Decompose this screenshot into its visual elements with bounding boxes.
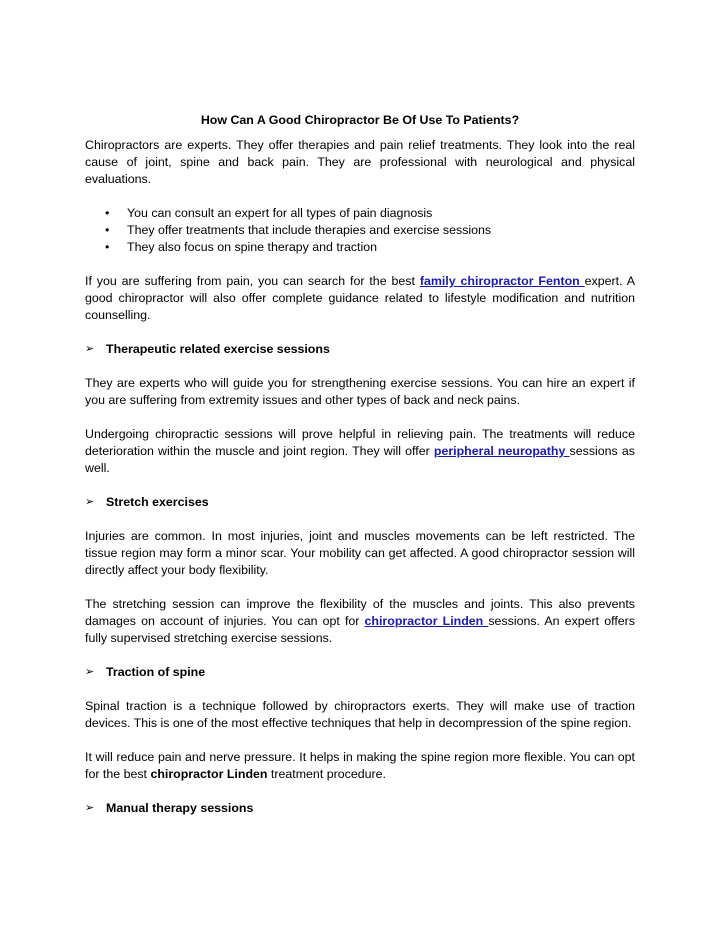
family-chiropractor-fenton-link[interactable]: family chiropractor Fenton bbox=[419, 274, 585, 288]
list-item bbox=[85, 222, 635, 239]
list-item-text: They offer treatments that include therapies and exercise sessions bbox=[127, 223, 492, 237]
section-heading-therapeutic: ➢ Therapeutic related exercise sessions bbox=[85, 342, 330, 356]
arrow-bullet-icon: ➢ bbox=[85, 343, 95, 355]
chiropractor-linden-bold: chiropractor Linden bbox=[150, 767, 268, 781]
stretch-paragraph-2: The stretching session can improve the flexibility of the muscles and joints. This also prevents damages on account of injuries. You can opt for chiropractor Linden sessions. An expert offers fully supervised stretching exercise sessions. bbox=[85, 597, 635, 645]
section-heading-traction: ➢ Traction of spine bbox=[85, 665, 206, 679]
section-heading-stretch: ➢ Stretch exercises bbox=[85, 495, 209, 509]
search-paragraph: If you are suffering from pain, you can search for the best family chiropractor Fenton expert. A good chiropractor will also offer complete guidance related to lifestyle modification and nutrition counselling. bbox=[85, 274, 636, 322]
list-item-text: They also focus on spine therapy and traction bbox=[127, 240, 378, 254]
bullet-icon: • bbox=[105, 206, 110, 220]
arrow-bullet-icon: ➢ bbox=[85, 802, 95, 814]
list-item bbox=[85, 239, 635, 256]
therapeutic-paragraph-1: They are experts who will guide you for strengthening exercise sessions. You can hire an expert if you are suffering from extremity issues and other types of back and neck pains. bbox=[85, 376, 635, 407]
arrow-bullet-icon: ➢ bbox=[85, 496, 95, 508]
peripheral-neuropathy-link[interactable]: peripheral neuropathy bbox=[433, 444, 570, 458]
bullet-icon: • bbox=[105, 223, 110, 237]
bullet-list bbox=[85, 205, 635, 256]
chiropractor-linden-link[interactable]: chiropractor Linden bbox=[364, 614, 489, 628]
intro-paragraph: Chiropractors are experts. They offer therapies and pain relief treatments. They look into the real cause of joint, spine and back pain. They are professional with neurological and physical evaluations. bbox=[85, 138, 635, 186]
traction-paragraph-2: It will reduce pain and nerve pressure. It helps in making the spine region more flexible. You can opt for the best chiropractor Linden treatment procedure. bbox=[85, 750, 635, 781]
therapeutic-paragraph-2: Undergoing chiropractic sessions will prove helpful in relieving pain. The treatments will reduce deterioration within the muscle and joint region. They will offer peripheral neuropathy sessions as well. bbox=[85, 427, 635, 475]
stretch-paragraph-1: Injuries are common. In most injuries, joint and muscles movements can be left restricted. The tissue region may form a minor scar. Your mobility can get affected. A good chiropractor session will directly affect your body flexibility. bbox=[85, 529, 635, 577]
section-heading-manual-therapy: ➢ Manual therapy sessions bbox=[85, 801, 254, 815]
bullet-icon: • bbox=[105, 240, 110, 254]
list-item bbox=[85, 205, 635, 222]
traction-paragraph-1: Spinal traction is a technique followed by chiropractors exerts. They will make use of traction devices. This is one of the most effective techniques that help in decompression of the spine region. bbox=[85, 699, 635, 730]
document-page bbox=[85, 112, 635, 817]
arrow-bullet-icon: ➢ bbox=[85, 666, 95, 678]
list-item-text: You can consult an expert for all types of pain diagnosis bbox=[127, 206, 433, 220]
document-title: How Can A Good Chiropractor Be Of Use To Patients? bbox=[200, 113, 520, 127]
